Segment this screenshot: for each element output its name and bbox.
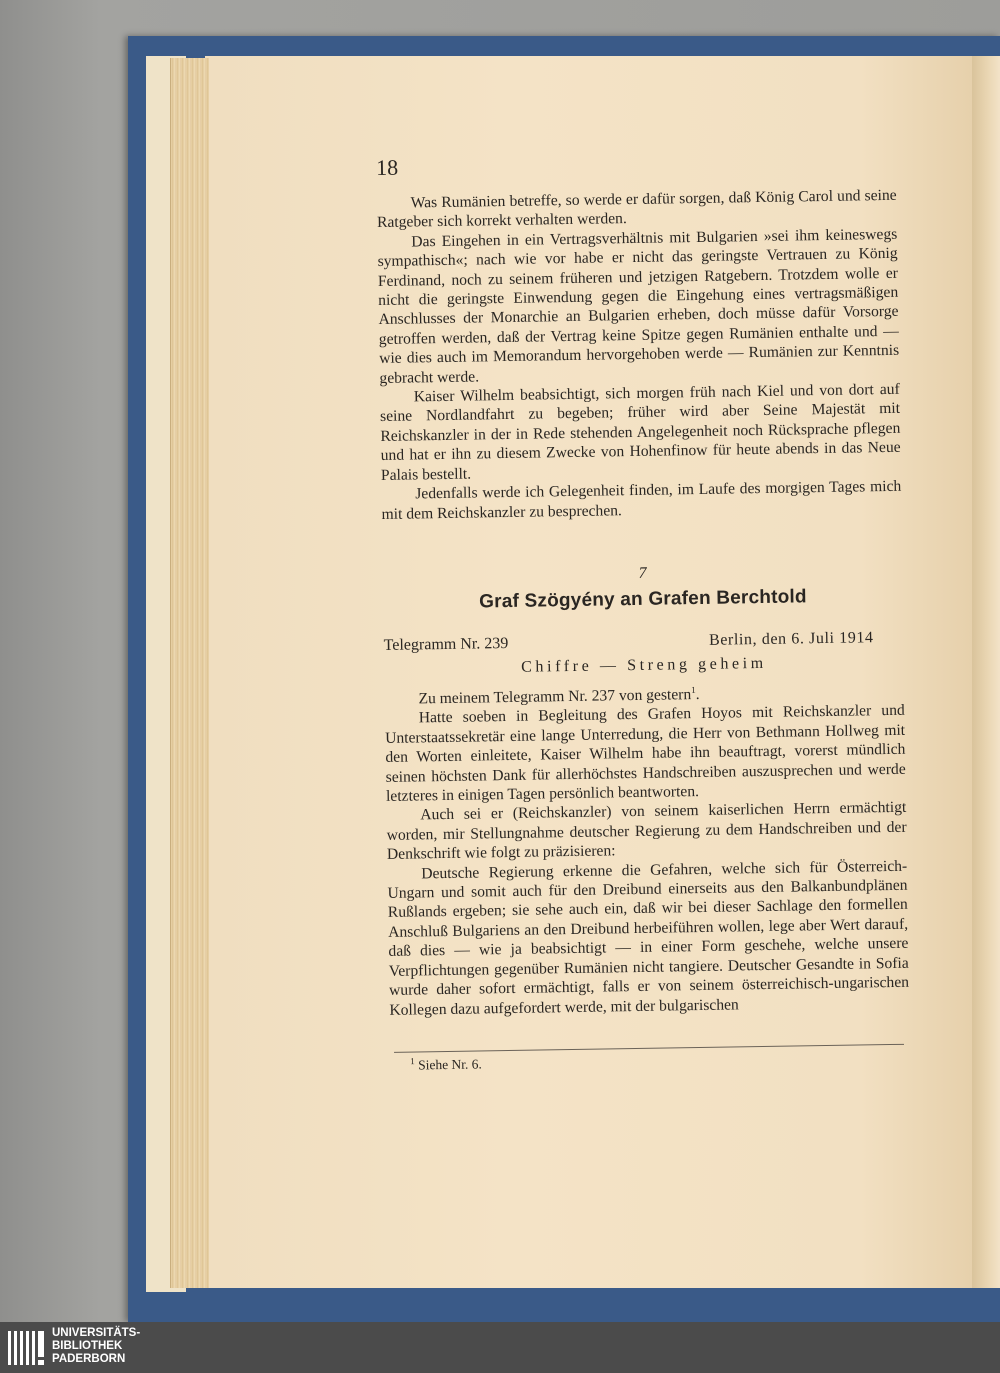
library-name-line: BIBLIOTHEK xyxy=(52,1340,123,1352)
footnote-text: Siehe Nr. 6. xyxy=(418,1056,482,1073)
library-name-line: UNIVERSITÄTS- xyxy=(52,1327,141,1339)
telegram-number: Telegramm Nr. 239 xyxy=(383,634,509,654)
page-edges xyxy=(170,58,209,1288)
paragraph: Jedenfalls werde ich Gelegenheit finden, im Laufe des morgigen Tages mich mit dem Reichskanzler zu besprechen. xyxy=(381,477,902,523)
paragraph: Auch sei er (Reichskanzler) von seinem kaiserlichen Herrn ermächtigt worden, mir Stellungnahme deutscher Regierung zu dem Handschreiben und der Denkschrift wie folgt zu präzisieren: xyxy=(386,799,907,864)
footnote xyxy=(410,1054,482,1075)
footnote-marker: 1 xyxy=(410,1056,415,1067)
library-name xyxy=(52,1327,140,1366)
letter-continuation xyxy=(377,186,902,524)
document-number: 7 xyxy=(638,564,647,582)
classification: Chiffre — Streng geheim xyxy=(521,654,767,676)
library-name-line: PADERBORN xyxy=(52,1353,126,1365)
paragraph: Kaiser Wilhelm beabsichtigt, sich morgen früh nach Kiel und von dort auf seine Nordlandfahrt zu begeben; früher wird aber Seine Majestät mit Reichskanzler in der in Rede stehenden Angelegenheit noch Rücksprache pflegen und hat er ihn zu diesem Zwecke von Hohenfinow für heute abends in das Neue Palais bestellt. xyxy=(379,380,901,484)
paragraph: Das Eingehen in ein Vertragsverhältnis mit Bulgarien »sei ihm keineswegs sympathisch«; nach wie vor habe er nicht das geringste Vertrauen zu König Ferdinand, noch zu seinem früheren und jetzigen Ratgebern. Trotzdem wolle er nicht die geringste Einwendung gegen die Eingehung eines vertragsmäßigen Anschlusses der Monarchie an Bulgarien erheben, doch müsse dafür Vorsorge getroffen werden, daß der Vertrag keine Spitze gegen Rumänien enthalte und — wie dies auch im Memorandum hervorgehoben werde — Rumänien zur Kenntnis gebracht werde. xyxy=(377,225,900,387)
facing-page-edge xyxy=(972,56,1000,1288)
page-number: 18 xyxy=(375,154,399,180)
paragraph-text: Zu meinem Telegramm Nr. 237 von gestern xyxy=(418,686,692,708)
library-footer xyxy=(0,1322,1000,1373)
paragraph: Hatte soeben in Begleitung des Grafen Hoyos mit Reichskanzler und Unterstaatssekretär eine lange Unterredung, die Herr von Bethmann Hollweg mit den Worten einleitete, Kaiser Wilhelm habe ihn beauftragt, vorerst mündlich seinen höchsten Dank für allerhöchstes Handschreiben auszusprechen und werde letzteres in einigen Tagen persönlich beantworten. xyxy=(384,702,906,805)
document-title: Graf Szögyény an Grafen Berchtold xyxy=(479,586,807,613)
paragraph: Was Rumänien betreffe, so werde er dafür sorgen, daß König Carol und seine Ratgeber sich korrekt verhalten werden. xyxy=(376,186,897,232)
footnote-reference: 1 xyxy=(691,684,696,695)
library-logo-icon xyxy=(8,1329,46,1367)
paragraph: Deutsche Regierung erkenne die Gefahren, welche sich für Österreich-Ungarn und somit auch für den Dreibund einerseits aus den Balkanbundplänen Rußlands ergeben; sie sehe auch ein, daß wir bei dieser Sachlage den formellen Anschluß Bulgariens an den Dreibund herbeiführen wollen, lege aber Wert darauf, daß dies — wie ja beabsichtigt — in einer Form geschehe, welche unsere Verpflichtungen gegenüber Rumänien nicht tangiere. Deutscher Gesandte in Sofia wurde daher sofort ermächtigt, falls er von seinem österreichisch-ungarischen Kollegen dazu aufgefordert werde, mit der bulgarischen xyxy=(387,857,910,1019)
place-date: Berlin, den 6. Juli 1914 xyxy=(708,629,874,649)
telegram-body xyxy=(384,682,909,1020)
paragraph: Zu meinem Telegramm Nr. 237 von gestern$^1$. xyxy=(418,684,700,708)
